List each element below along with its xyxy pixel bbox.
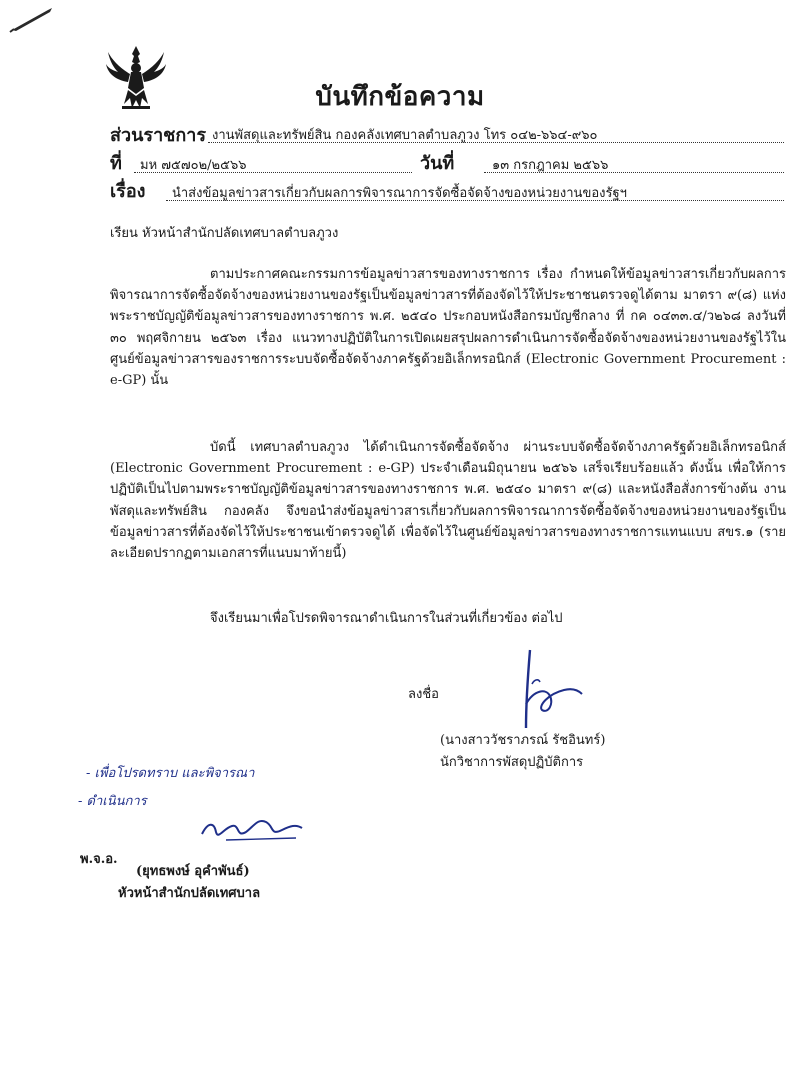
memo-title: บันทึกข้อความ xyxy=(315,82,485,112)
note-line-2: - ดำเนินการ xyxy=(78,794,147,809)
ref-value: มห ๗๕๗๐๒/๒๕๖๖ xyxy=(140,158,247,173)
paragraph-1 xyxy=(110,264,786,391)
note-name: (ยุทธพงษ์ อุคำพันธ์) xyxy=(136,864,250,879)
dotted-line xyxy=(166,200,784,201)
note-position: หัวหน้าสำนักปลัดเทศบาล xyxy=(118,886,261,901)
dotted-line xyxy=(134,172,412,173)
approval-note xyxy=(76,760,346,900)
dotted-line xyxy=(484,172,784,173)
subject-value: นำส่งข้อมูลข่าวสารเกี่ยวกับผลการพิจารณาการจัดซื้อจัดจ้างของหน่วยงานของรัฐฯ xyxy=(172,186,627,201)
signer-name: (นางสาววัชราภรณ์ รัชอินทร์) xyxy=(440,733,606,748)
signer-block xyxy=(440,730,605,774)
paragraph-2 xyxy=(110,437,786,564)
department-value: งานพัสดุและทรัพย์สิน กองคลังเทศบาลตำบลภูวง โทร ๐๔๒-๖๖๔-๙๖๐ xyxy=(212,128,598,143)
date-label: วันที่ xyxy=(420,153,455,174)
paragraph-1-text: ตามประกาศคณะกรรมการข้อมูลข่าวสารของทางราชการ เรื่อง กำหนดให้ข้อมูลข่าวสารเกี่ยวกับผลการพิจารณาการจัดซื้อจัดจ้างของหน่วยงานของรัฐเป็นข้อมูลข่าวสารที่ต้องจัดไว้ให้ประชาชนตรวจดูได้ตาม มาตรา ๙(๘) แห่ง พระราชบัญญัติข้อมูลข่าวสารของทางราชการ พ.ศ. ๒๕๔๐ ประกอบหนังสือกรมบัญชีกลาง ที่ กค ๐๔๓๓.๔/ว๒๖๘ ลงวันที่ ๓๐ พฤศจิกายน ๒๕๖๓ เรื่อง แนวทางปฏิบัติในการเปิดเผยสรุปผลการดำเนินการจัดซื้อจัดจ้างของหน่วยงานของรัฐไว้ในศูนย์ข้อมูลข่าวสารของราชการระบบจัดซื้อจัดจ้างภาครัฐด้วยอิเล็กทรอนิกส์ (Electronic Government Procurement : e-GP) นั้น xyxy=(110,267,786,389)
note-initial: พ.จ.อ. xyxy=(80,852,118,867)
handwritten-initials-icon xyxy=(196,808,306,848)
department-label: ส่วนราชการ xyxy=(110,125,207,146)
salutation: เรียน หัวหน้าสำนักปลัดเทศบาลตำบลภูวง xyxy=(110,226,339,241)
paragraph-2-text: บัดนี้ เทศบาลตำบลภูวง ได้ดำเนินการจัดซื้อจัดจ้าง ผ่านระบบจัดซื้อจัดจ้างภาครัฐด้วยอิเล็กทรอนิกส์ (Electronic Government Procurement : e-GP) ประจำเดือนมิถุนายน ๒๕๖๖ เสร็จเรียบร้อยแล้ว ดังนั้น เพื่อให้การปฏิบัติเป็นไปตามพระราชบัญญัติข้อมูลข่าวสารของทางราชการ พ.ศ. ๒๕๔๐ มาตรา ๙(๘) และหนังสือสั่งการข้างต้น งานพัสดุและทรัพย์สิน กองคลัง จึงขอนำส่งข้อมูลข่าวสารเกี่ยวกับผลการพิจารณาการจัดซื้อจัดจ้างของหน่วยงานของรัฐเป็นข้อมูลข่าวสารที่ต้องจัดไว้ให้ประชาชนเข้าตรวจดูได้ เพื่อจัดไว้ในศูนย์ข้อมูลข่าวสารของทางราชการแทนแบบ สขร.๑ (รายละเอียดปรากฏตามเอกสารที่แนบมาท้ายนี้) xyxy=(110,440,786,562)
subject-label: เรื่อง xyxy=(110,181,146,202)
date-value: ๑๓ กรกฎาคม ๒๕๖๖ xyxy=(492,158,609,173)
note-line-1: - เพื่อโปรดทราบ และพิจารณา xyxy=(86,766,255,781)
signer-position: นักวิชาการพัสดุปฏิบัติการ xyxy=(440,755,584,770)
sign-label: ลงชื่อ xyxy=(408,687,439,702)
handwritten-signature-icon xyxy=(508,644,588,734)
dotted-line xyxy=(208,142,784,143)
closing-line: จึงเรียนมาเพื่อโปรดพิจารณาดำเนินการในส่วนที่เกี่ยวข้อง ต่อไป xyxy=(210,611,563,626)
ref-label: ที่ xyxy=(110,153,122,174)
pen-scribble-icon xyxy=(8,4,56,34)
